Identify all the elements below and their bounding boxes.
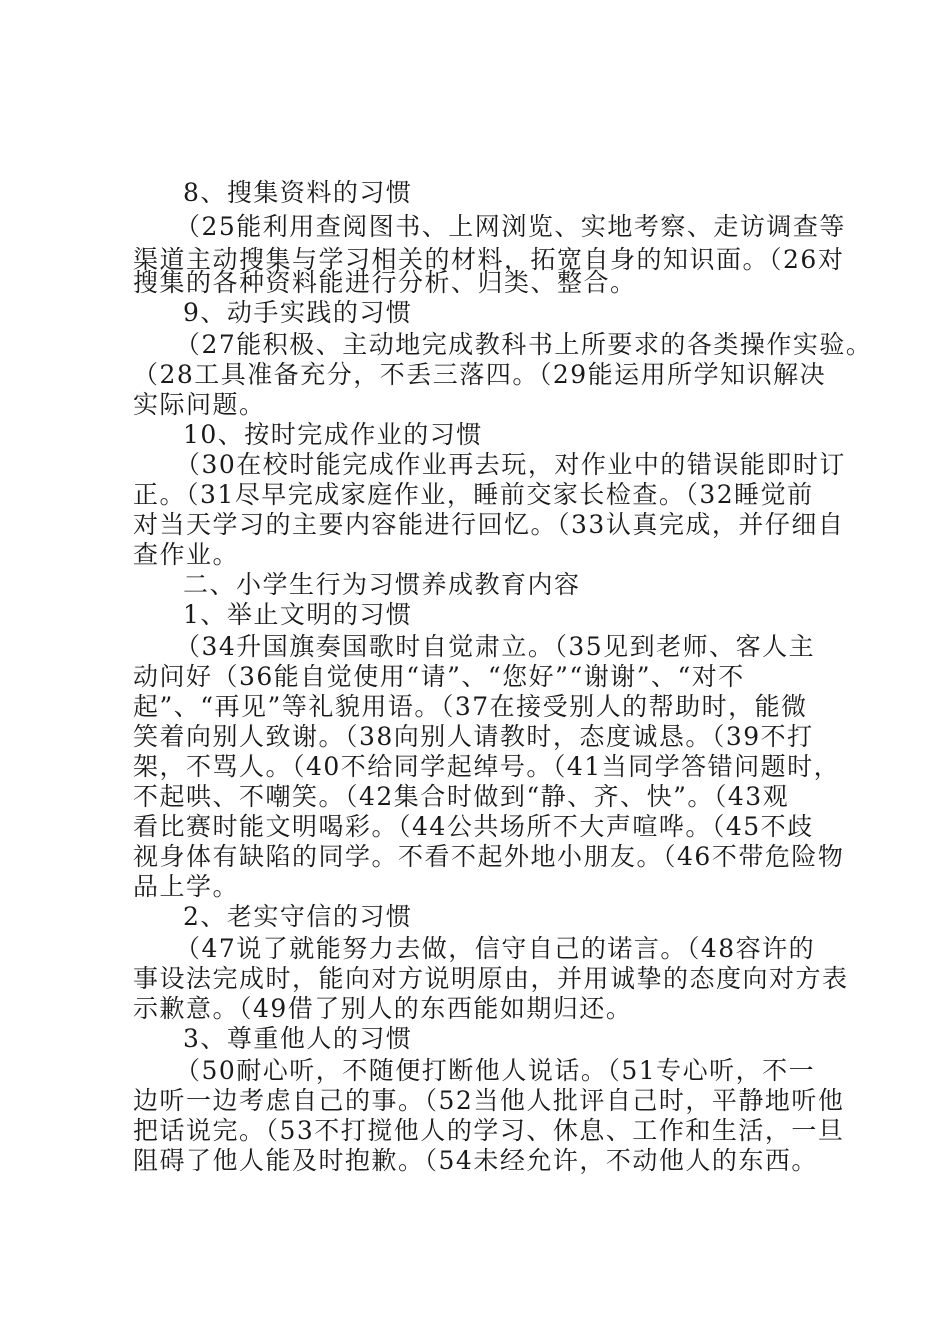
paragraph-line: 视身体有缺陷的同学。不看不起外地小朋友。（46不带危险物	[133, 842, 845, 871]
paragraph-line: 把话说完。（53不打搅他人的学习、休息、工作和生活，一旦	[133, 1116, 845, 1145]
heading-9-hands-on-practice: 9、动手实践的习惯	[183, 298, 413, 327]
paragraph-line: 示歉意。（49借了别人的东西能如期归还。	[133, 994, 633, 1023]
heading-2-honesty: 2、老实守信的习惯	[183, 902, 413, 931]
paragraph-line: （34升国旗奏国歌时自觉肃立。（35见到老师、客人主	[175, 632, 816, 661]
paragraph-line: 搜集的各种资料能进行分析、归类、整合。	[133, 268, 637, 297]
paragraph-line: 品上学。	[133, 872, 240, 901]
paragraph-line: 看比赛时能文明喝彩。（44公共场所不大声喧哗。（45不歧	[133, 812, 814, 841]
paragraph-line: 正。（31尽早完成家庭作业，睡前交家长检查。（32睡觉前	[133, 480, 814, 509]
paragraph-line: （27能积极、主动地完成教科书上所要求的各类操作实验。	[175, 330, 873, 359]
heading-10-homework-on-time: 10、按时完成作业的习惯	[183, 420, 483, 449]
paragraph-line: 渠道主动搜集与学习相关的材料，拓宽自身的知识面。（26对	[133, 245, 845, 274]
paragraph-line: 动问好（36能自觉使用“请”、“您好”“谢谢”、“对不	[133, 662, 745, 691]
paragraph-line: （50耐心听，不随便打断他人说话。（51专心听，不一	[175, 1056, 816, 1085]
section-heading-behavior-habits: 二、小学生行为习惯养成教育内容	[183, 570, 581, 599]
paragraph-line: 笑着向别人致谢。（38向别人请教时，态度诚恳。（39不打	[133, 722, 814, 751]
paragraph-line: 不起哄、不嘲笑。（42集合时做到“静、齐、快”。（43观	[133, 782, 790, 811]
paragraph-line: 架，不骂人。（40不给同学起绰号。（41当同学答错问题时，	[133, 752, 841, 781]
paragraph-line: （25能利用查阅图书、上网浏览、实地考察、走访调查等	[175, 212, 846, 241]
heading-3-respect-others: 3、尊重他人的习惯	[183, 1024, 413, 1053]
heading-1-civilized-manners: 1、举止文明的习惯	[183, 600, 413, 629]
paragraph-line: （28工具准备充分，不丢三落四。（29能运用所学知识解决	[133, 360, 827, 389]
paragraph-line: （47说了就能努力去做，信守自己的诺言。（48容许的	[175, 934, 816, 963]
paragraph-line: 查作业。	[133, 540, 240, 569]
paragraph-line: 起”、“再见”等礼貌用语。（37在接受别人的帮助时，能微	[133, 692, 808, 721]
paragraph-line: 实际问题。	[133, 390, 266, 419]
heading-8-collecting-materials: 8、搜集资料的习惯	[183, 178, 413, 207]
paragraph-line: 阻碍了他人能及时抱歉。（54未经允许，不动他人的东西。	[133, 1146, 818, 1175]
paragraph-line: 事设法完成时，能向对方说明原由，并用诚挚的态度向对方表	[133, 964, 849, 993]
paragraph-line: 边听一边考虑自己的事。（52当他人批评自己时，平静地听他	[133, 1086, 845, 1115]
paragraph-line: 对当天学习的主要内容能进行回忆。（33认真完成，并仔细自	[133, 510, 845, 539]
paragraph-line: （30在校时能完成作业再去玩，对作业中的错误能即时订	[175, 450, 846, 479]
